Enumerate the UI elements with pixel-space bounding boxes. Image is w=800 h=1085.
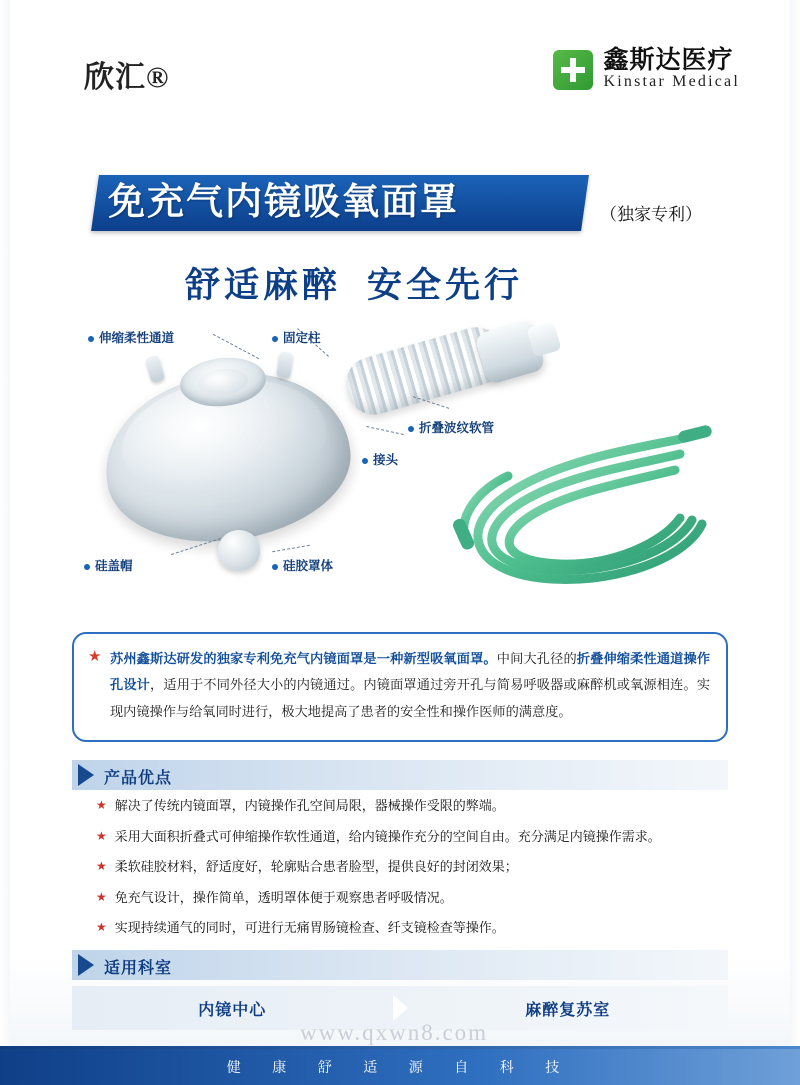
page-footer	[0, 1049, 800, 1085]
callout-corrugated-tube	[408, 418, 494, 436]
list-item-text: 免充气设计，操作简单，透明罩体便于观察患者呼吸情况。	[114, 889, 453, 905]
section-header-departments	[72, 950, 728, 980]
leader-line	[272, 545, 310, 553]
callout-label: 折叠波纹软管	[419, 421, 495, 435]
callout-connector	[362, 450, 398, 468]
callout-label: 硅胶罩体	[283, 559, 334, 573]
list-item	[96, 828, 736, 846]
callout-label: 伸缩柔性通道	[99, 331, 175, 345]
subtitle-left: 舒适麻醉	[185, 266, 342, 305]
callout-label: 固定柱	[283, 331, 321, 345]
green-cross-icon	[553, 50, 593, 90]
star-icon: ★	[88, 648, 102, 665]
description-text	[110, 646, 710, 725]
callout-label: 接头	[373, 453, 399, 467]
star-icon: ★	[96, 920, 107, 935]
watermark-url: www.qxwn8.com	[300, 1020, 489, 1045]
section-title-departments: 适用科室	[104, 960, 173, 977]
department-item: 麻醉复苏室	[525, 1001, 611, 1019]
section-title-advantages: 产品优点	[104, 770, 173, 787]
list-item	[96, 889, 736, 907]
leader-line	[213, 334, 259, 359]
section-header-advantages	[72, 760, 728, 790]
description-paragraph: 苏州鑫斯达研发的独家专利免充气内镜面罩是一种新型吸氧面罩。中间大孔径的折叠伸缩柔性通道操作孔设计，适用于不同外径大小的内镜通过。内镜面罩通过旁开孔与简易呼吸器或麻醉机或氧源相连。实现内镜操作与给氧同时进行，极大地提高了患者的安全性和操作医师的满意度。	[110, 651, 711, 719]
arrow-icon	[78, 954, 94, 976]
page-edge-right	[790, 0, 800, 1085]
list-item	[96, 858, 736, 876]
list-item-text: 实现持续通气的同时，可进行无痛胃肠镜检查、纤支镜检查等操作。	[114, 920, 505, 936]
logo-text-block	[603, 48, 740, 91]
oxygen-tubing-shape	[430, 420, 740, 610]
callout-silicone-cap	[84, 556, 133, 574]
star-icon: ★	[96, 828, 107, 843]
list-item-text: 采用大面积折叠式可伸缩操作软性通道，给内镜操作充分的空间自由。充分满足内镜操作需求。	[114, 828, 661, 844]
fixing-post-right-shape	[276, 351, 293, 379]
footer-slogan: 健 康 舒 适 源 自 科 技	[226, 1061, 574, 1076]
callout-dot-icon	[272, 564, 278, 570]
callout-dot-icon	[362, 458, 368, 464]
chevron-right-icon	[393, 995, 408, 1021]
company-logo	[553, 48, 740, 91]
logo-company-en: Kinstar Medical	[603, 73, 740, 91]
product-illustration	[60, 320, 750, 620]
callout-fixing-post	[272, 328, 321, 346]
list-item-text: 解决了传统内镜面罩，内镜操作孔空间局限，器械操作受限的弊端。	[114, 798, 505, 813]
callout-flexible-channel	[88, 328, 174, 346]
callout-silicone-body	[272, 556, 333, 574]
arrow-icon	[78, 764, 94, 786]
fixing-post-left-shape	[145, 355, 166, 384]
list-item-text: 柔软硅胶材料，舒适度好，轮廓贴合患者脸型，提供良好的封闭效果；	[114, 859, 518, 875]
subtitle-right: 安全先行	[367, 266, 524, 305]
description-box	[72, 632, 728, 742]
page-title: 免充气内镜吸氧面罩	[108, 182, 459, 223]
callout-dot-icon	[272, 336, 278, 342]
callout-label: 硅盖帽	[95, 559, 133, 573]
page-subtitle	[185, 258, 523, 308]
list-item	[96, 919, 736, 937]
star-icon: ★	[96, 798, 107, 812]
star-icon: ★	[96, 889, 107, 904]
list-item	[96, 797, 736, 815]
logo-company-zh: 鑫斯达医疗	[603, 47, 734, 74]
callout-dot-icon	[84, 564, 90, 570]
callout-dot-icon	[408, 426, 414, 432]
callout-dot-icon	[88, 336, 94, 342]
patent-note: （独家专利）	[600, 205, 702, 224]
brand-name: 欣汇®	[84, 61, 170, 94]
silicone-cap-shape	[218, 530, 260, 570]
leader-line	[366, 426, 403, 435]
page-edge-left	[0, 0, 10, 1085]
department-item: 内镜中心	[198, 1001, 267, 1019]
star-icon: ★	[96, 859, 107, 874]
